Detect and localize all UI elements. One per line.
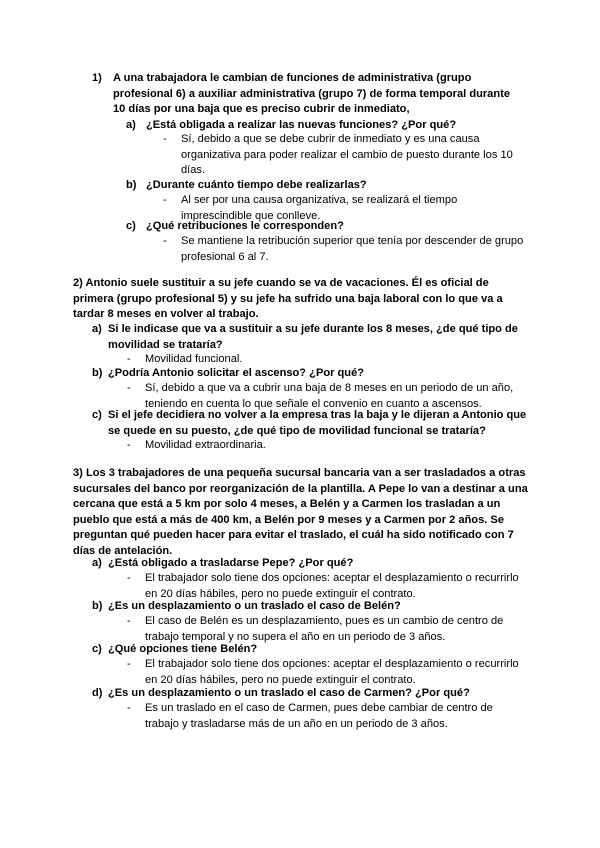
answer-2a-dash: - <box>127 353 131 365</box>
question-1-statement: A una trabajadora le cambian de funciones de administrativa (grupo profesional 6) a auxiliar administrativa (grupo 7) de forma temporal durante 10 días por una baja que es preciso cubrir de inmediato, <box>113 72 510 116</box>
question-2c-text: Si el jefe decidiera no volver a la empresa tras la baja y le dijeran a Antonio que se quede en su puesto, ¿de qué tipo de movilidad funcional se trataría? <box>108 409 527 437</box>
question-3d-text: ¿Es un desplazamiento o un traslado el caso de Carmen? ¿Por qué? <box>108 687 470 699</box>
question-1b-letter: b) <box>126 179 137 191</box>
answer-1a-text: Sí, debido a que se debe cubrir de inmediato y es una causa organizativa para poder realizar el cambio de puesto durante los 10 días. <box>181 133 513 177</box>
question-3b-text: ¿Es un desplazamiento o un traslado el caso de Belén? <box>108 600 401 612</box>
question-3a-letter: a) <box>92 557 102 569</box>
question-3c-text: ¿Qué opciones tiene Belén? <box>108 643 258 655</box>
question-1-number: 1) <box>92 72 102 84</box>
answer-1a-dash: - <box>163 133 167 145</box>
question-2b-text: ¿Podría Antonio solicitar el ascenso? ¿Por qué? <box>108 367 365 379</box>
question-1c-letter: c) <box>126 220 136 232</box>
answer-3c-dash: - <box>127 658 131 670</box>
answer-1c-dash: - <box>163 235 167 247</box>
question-2b-letter: b) <box>92 367 103 379</box>
answer-3a-text: El trabajador solo tiene dos opciones: aceptar el desplazamiento o recurrirlo en 20 días hábiles, pero no puede extinguir el contrato. <box>145 572 519 600</box>
answer-3c-text: El trabajador solo tiene dos opciones: aceptar el desplazamiento o recurrirlo en 20 días hábiles, pero no puede extinguir el contrato. <box>145 658 519 686</box>
question-1a-text: ¿Está obligada a realizar las nuevas funciones? ¿Por qué? <box>146 119 457 131</box>
answer-2a-text: Movilidad funcional. <box>145 353 243 365</box>
question-3d-letter: d) <box>92 687 103 699</box>
question-2a-text: Si le indicase que va a sustituir a su jefe durante los 8 meses, ¿de qué tipo de movilidad se trataría? <box>108 323 518 351</box>
question-2c-letter: c) <box>92 409 102 421</box>
answer-2b-dash: - <box>127 382 131 394</box>
answer-1b-text: Al ser por una causa organizativa, se realizará el tiempo imprescindible que conlleve. <box>181 194 458 222</box>
answer-2c-text: Movilidad extraordinaria. <box>145 439 266 451</box>
question-3b-letter: b) <box>92 600 103 612</box>
answer-3d-text: Es un traslado en el caso de Carmen, pues debe cambiar de centro de trabajo y trasladarse más de un año en un periodo de 3 años. <box>145 702 493 730</box>
question-1a-letter: a) <box>126 119 136 131</box>
answer-3b-text: El caso de Belén es un desplazamiento, pues es un cambio de centro de trabajo temporal y no supera el año en un periodo de 3 años. <box>145 615 504 643</box>
answer-3a-dash: - <box>127 572 131 584</box>
question-2a-letter: a) <box>92 323 102 335</box>
answer-2c-dash: - <box>127 439 131 451</box>
question-1c-text: ¿Qué retribuciones le corresponden? <box>146 220 344 232</box>
answer-2b-text: Sí, debido a que va a cubrir una baja de 8 meses en un periodo de un año, teniendo en cuenta lo que señale el convenio en cuanto a ascensos. <box>145 382 514 410</box>
answer-1b-dash: - <box>163 194 167 206</box>
question-3-statement: 3) Los 3 trabajadores de una pequeña sucursal bancaria van a ser trasladados a otras sucursales del banco por reorganización de la plantilla. A Pepe lo van a destinar a una cercana que está a 5 km por solo 4 meses, a Belén y a Carmen los trasladan a un pueblo que está a más de 400 km, a Belén por 9 meses y a Carmen por 2 años. Se preguntan qué pueden hacer para evitar el traslado, el cuál ha sido notificado con 7 días de antelación. <box>73 467 528 557</box>
question-1b-text: ¿Durante cuánto tiempo debe realizarlas? <box>146 179 367 191</box>
question-3c-letter: c) <box>92 643 102 655</box>
answer-3d-dash: - <box>127 702 131 714</box>
answer-3b-dash: - <box>127 615 131 627</box>
question-2-statement: 2) Antonio suele sustituir a su jefe cuando se va de vacaciones. Él es oficial de primera (grupo profesional 5) y su jefe ha sufrido una baja laboral con lo que va a tardar 8 meses en volver al trabajo. <box>73 277 503 321</box>
question-3a-text: ¿Está obligado a trasladarse Pepe? ¿Por qué? <box>108 557 354 569</box>
answer-1c-text: Se mantiene la retribución superior que tenía por descender de grupo profesional 6 al 7. <box>181 235 524 263</box>
